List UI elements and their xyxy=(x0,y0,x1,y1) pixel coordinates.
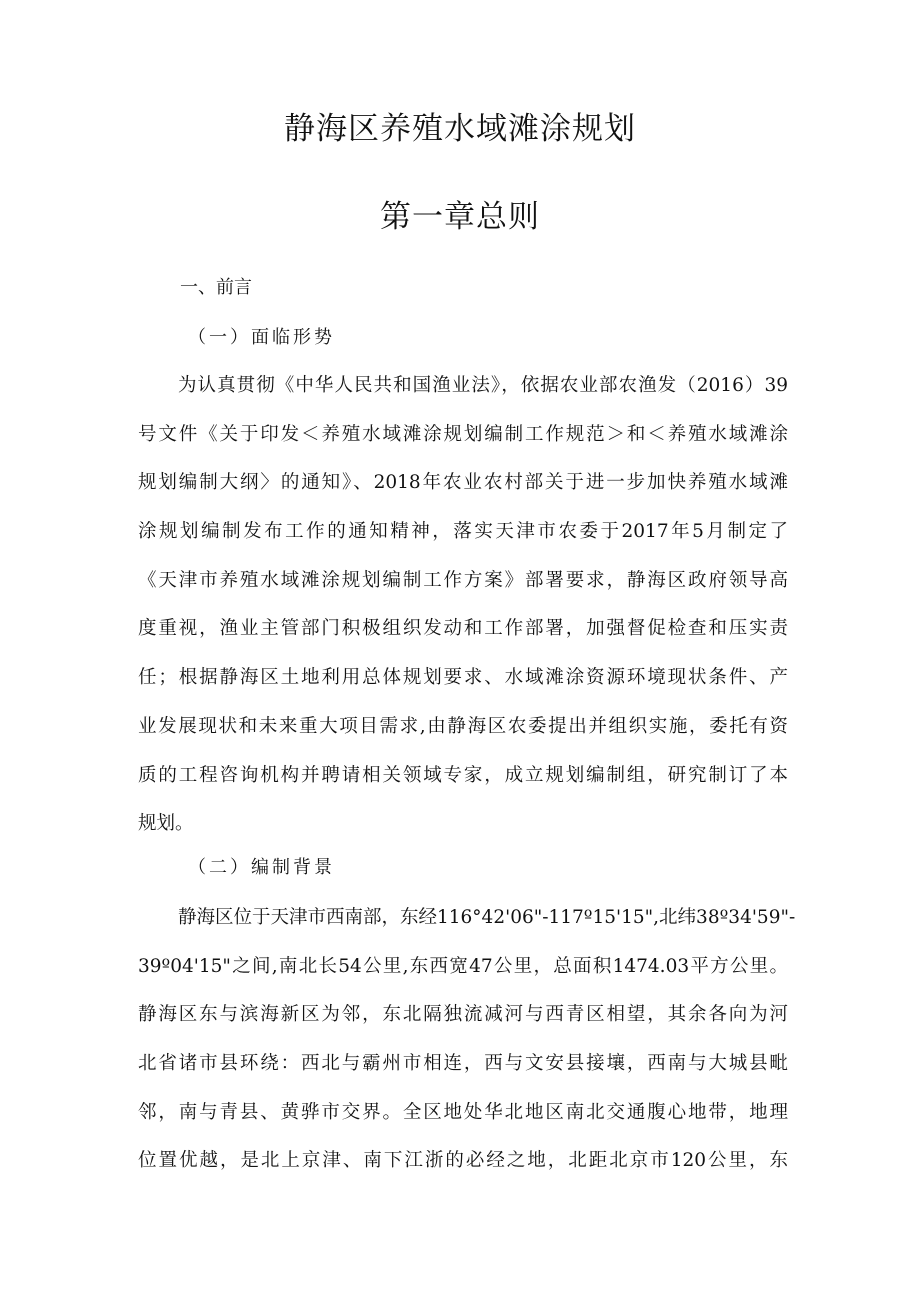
paragraph-line: 规划编制大纲〉的通知》、2018年农业农村部关于进一步加快养殖水域滩 xyxy=(138,472,788,493)
paragraph-line: 静海区位于天津市西南部，东经116°42'06"-117º15'15",北纬38º34'59"- xyxy=(178,907,796,928)
paragraph-line: 邻，南与青县、黄骅市交界。全区地处华北地区南北交通腹心地带，地理 xyxy=(138,1102,788,1123)
paragraph-line: 为认真贯彻《中华人民共和国渔业法》，依据农业部农渔发（2016）39 xyxy=(178,375,788,396)
section-heading-preface: 一、前言 xyxy=(180,277,252,298)
paragraph-line: 位置优越，是北上京津、南下江浙的必经之地，北距北京市120公里，东 xyxy=(138,1150,788,1171)
document-title: 静海区养殖水域滩涂规划 xyxy=(284,111,636,147)
paragraph-line: 业发展现状和未来重大项目需求,由静海区农委提出并组织实施，委托有资 xyxy=(138,716,788,737)
paragraph-line: 规划。 xyxy=(138,813,194,834)
paragraph-line: 静海区东与滨海新区为邻，东北隔独流减河与西青区相望，其余各向为河 xyxy=(138,1004,788,1025)
paragraph-line: 39º04'15"之间,南北长54公里,东西宽47公里，总面积1474.03平方公里。 xyxy=(138,956,788,977)
chapter-title: 第一章总则 xyxy=(380,199,540,235)
paragraph-line: 质的工程咨询机构并聘请相关领域专家，成立规划编制组，研究制订了本 xyxy=(138,765,788,786)
paragraph-line: 号文件《关于印发＜养殖水域滩涂规划编制工作规范＞和＜养殖水域滩涂 xyxy=(138,424,788,445)
paragraph-line: 北省诸市县环绕：西北与霸州市相连，西与文安县接壤，西南与大城县毗 xyxy=(138,1053,788,1074)
paragraph-line: 《天津市养殖水域滩涂规划编制工作方案》部署要求，静海区政府领导高 xyxy=(138,570,788,591)
subsection-heading-situation: （一）面临形势 xyxy=(188,327,335,348)
paragraph-line: 涂规划编制发布工作的通知精神，落实天津市农委于2017年5月制定了 xyxy=(138,521,788,542)
subsection-heading-background: （二）编制背景 xyxy=(188,857,335,878)
paragraph-line: 度重视，渔业主管部门积极组织发动和工作部署，加强督促检查和压实责 xyxy=(138,618,788,639)
paragraph-line: 任；根据静海区土地利用总体规划要求、水域滩涂资源环境现状条件、产 xyxy=(138,667,788,688)
